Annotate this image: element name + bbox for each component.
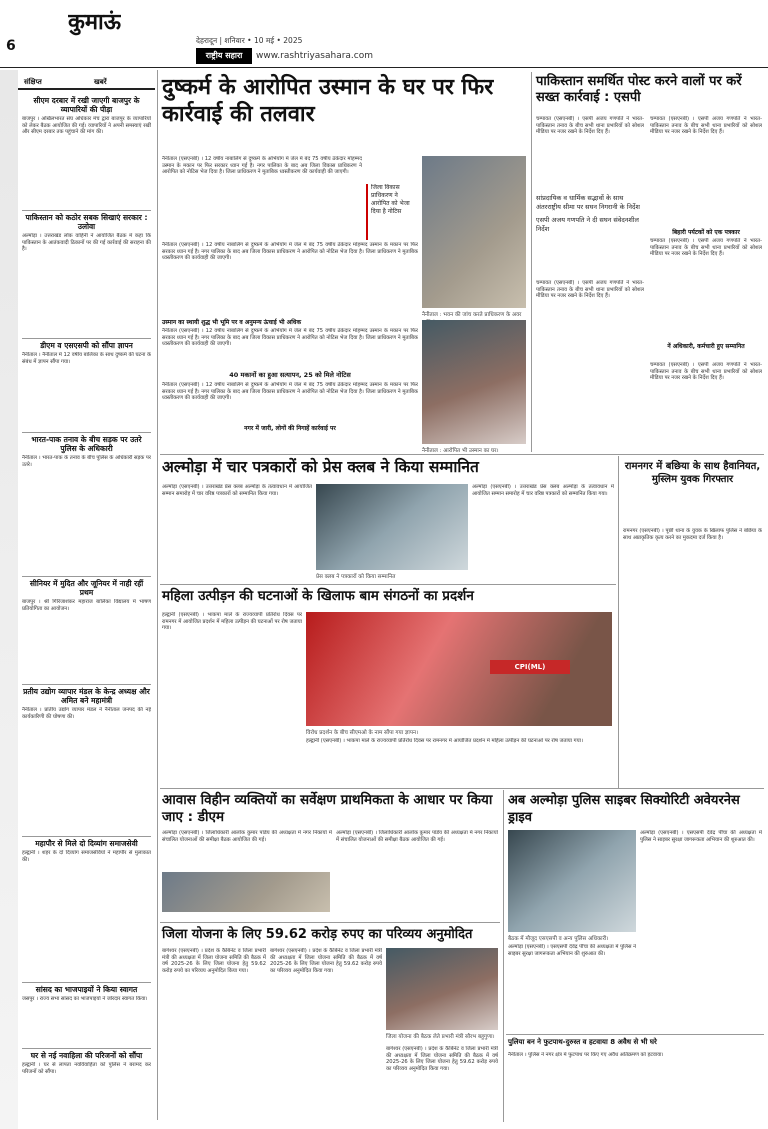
cyber-story: [506, 790, 764, 1122]
pakistan-subhead-1: बिहारी पर्यटकों को एक पत्रकार: [672, 229, 740, 236]
brief-1: [22, 210, 151, 335]
pakistan-text-col2: चम्पावत (एसएनबी) । एसपी अजय गणपति ने भारत-पाकिस्तान तनाव के बीच सभी थाना प्रभारियों को सोशल मीडिया पर नजर रखने के निर्देश दिए हैं।: [536, 280, 644, 300]
section-rule-4: [160, 922, 500, 923]
women-text: हल्द्वानी (एसएनबी) । भाकपा माले के राज्यव्यापी प्रतिरोध दिवस पर रामनगर में आयोजित प्रदर्शन में महिला उत्पीड़न की घटनाओं पर रोष जताया गया।: [162, 612, 302, 632]
brief-text: बाजपुर । श्री गिरिजाशंकर महाराज बालिका विद्यालय में भाषण प्रतियोगिता का आयोजन।: [22, 599, 151, 612]
brief-3: [22, 432, 151, 574]
lead-subhead-3: नगर में जारी, लोगों की निगाहें कार्रवाई पर: [244, 425, 336, 432]
protest-banner: CPI(ML): [490, 660, 570, 674]
district-plan-story: [160, 924, 500, 1124]
lead-text-col3: नैनीताल (एसएनबी) । 12 वर्षीय नाबालिग से दुष्कर्म के अभियोग में जेल में बंद 75 वर्षीय ठेकेदार मोहम्मद उस्मान के मकान पर फिर सरकार ध्यान गई है। नगर पालिका के बाद अब जिला विकास प्राधिकरण ने आरोपित को नोटिस भेज दिया है। जिला प्राधिकरण ने मुताबिक ध्वस्तीकरण की कार्यवाही की जाएगी।: [162, 328, 418, 348]
lead-photo-1-caption: नैनीताल : भवन की जांच करते प्राधिकरण के अवर: [422, 312, 522, 318]
lead-photo-2: [422, 320, 526, 444]
bridge-headline: पुलिया बन ने फुटपाथ-दुरुस्त व हटवाया 8 अवैध से भी घरे: [508, 1038, 657, 1046]
press-club-caption: प्रेस क्लब ने पत्रकारों को किया सम्मानित: [316, 574, 396, 580]
section-rule-1: [160, 454, 764, 455]
brief-text: अल्मोड़ा । उत्तराखंड लोक वाहिनी ने आयोजित बैठक में कहा कि पाकिस्तान के आतंकवादी ठिकानों पर की गई कार्रवाई की सराहना की है।: [22, 233, 151, 253]
sidebar-divider: [157, 70, 158, 1120]
brief-title: सीनियर में मुदित और जूनियर में नाही रहीं प्रथम: [29, 579, 144, 597]
left-margin-bar: [0, 70, 18, 1129]
brief-8: [22, 1048, 151, 1118]
pullquote-text: जिला विकास प्राधिकरण ने आरोपित को भेजा दिया है नोटिस: [371, 184, 410, 215]
brief-text: जसपुर । राज्य सभा सांसद का भाजपाइयों ने जोरदार स्वागत किया।: [22, 996, 148, 1002]
lead-text-col2: नैनीताल (एसएनबी) । 12 वर्षीय नाबालिग से दुष्कर्म के अभियोग में जेल में बंद 75 वर्षीय ठेकेदार मोहम्मद उस्मान के मकान पर फिर सरकार ध्यान गई है। नगर पालिका के बाद अब जिला विकास प्राधिकरण ने आरोपित को नोटिस भेज दिया है। जिला प्राधिकरण ने मुताबिक ध्वस्तीकरण की कार्यवाही की जाएगी।: [162, 242, 418, 262]
lead-text-col1: नैनीताल (एसएनबी) । 12 वर्षीय नाबालिग से दुष्कर्म के अभियोग में जेल में बंद 75 वर्षीय ठेकेदार मोहम्मद उस्मान के मकान पर फिर सरकार ध्यान गई है। नगर पालिका के बाद अब जिला विकास प्राधिकरण ने आरोपित को नोटिस भेज दिया है। जिला प्राधिकरण ने मुताबिक ध्वस्तीकरण की कार्यवाही की जाएगी।: [162, 156, 362, 176]
sidebar-tabs: [18, 76, 155, 90]
plan-caption: जिला योजना की बैठक लेते प्रभारी मंत्री सौरभ बहुगुणा।: [386, 1034, 495, 1040]
cyber-photo: [508, 830, 636, 932]
women-protest-story: [160, 586, 616, 786]
women-headline: महिला उत्पीड़न की घटनाओं के खिलाफ बाम संगठनों का प्रदर्शन: [162, 588, 474, 604]
website-link[interactable]: www.rashtriyasahara.com: [256, 51, 374, 61]
survey-text: अल्मोड़ा (एसएनबी) । जिलाधिकारी आलोक कुमार पांडेय की अध्यक्षता में नगर निकायों में संचालित योजनाओं की समीक्षा बैठक आयोजित की गई।: [162, 830, 332, 843]
women-text-col2: हल्द्वानी (एसएनबी) । भाकपा माले के राज्यव्यापी प्रतिरोध दिवस पर रामनगर में आयोजित प्रदर्शन में महिला उत्पीड़न की घटनाओं पर रोष जताया गया।: [306, 738, 583, 744]
pakistan-text-col5: चम्पावत (एसएनबी) । एसपी अजय गणपति ने भारत-पाकिस्तान तनाव के बीच सभी थाना प्रभारियों को सोशल मीडिया पर नजर रखने के निर्देश दिए हैं।: [650, 362, 762, 382]
press-club-headline: अल्मोड़ा में चार पत्रकारों को प्रेस क्लब ने किया सम्मानित: [162, 458, 479, 476]
press-club-story: [160, 456, 616, 582]
brief-title: घर से नई नवाहिला की परिजनों को सौंपा: [30, 1051, 143, 1060]
survey-headline: आवास विहीन व्यक्तियों का सर्वेक्षण प्राथमिकता के आधार पर किया जाए : डीएम: [162, 792, 493, 825]
press-club-photo: [316, 484, 468, 570]
cyber-headline: अब अल्मोड़ा पुलिस साइबर सिक्योरिटी अवेयरनेस ड्राइव: [508, 793, 740, 825]
survey-text-col2: अल्मोड़ा (एसएनबी) । जिलाधिकारी आलोक कुमार पांडेय की अध्यक्षता में नगर निकायों में संचालित योजनाओं की समीक्षा बैठक आयोजित की गई।: [336, 830, 498, 843]
section-rule-3: [160, 788, 764, 789]
paper-logo: राष्ट्रीय सहारा: [196, 48, 252, 64]
ramnagar-headline: रामनगर में बछिया के साथ हैवानियत, मुस्लिम युवक गिरफ्तार: [624, 461, 761, 485]
survey-photo: [162, 872, 330, 912]
pakistan-text-col3: चम्पावत (एसएनबी) । एसपी अजय गणपति ने भारत-पाकिस्तान तनाव के बीच सभी थाना प्रभारियों को सोशल मीडिया पर नजर रखने के निर्देश दिए हैं।: [650, 116, 762, 136]
brief-text: नैनीताल । भारत-पाक के तनाव के बीच पुलिस के अधिकारी सड़क पर उतरे।: [22, 455, 151, 468]
lead-story: [160, 72, 528, 454]
brief-text: हल्द्वानी । घर से लापता नवविवाहिता को पुलिस ने बरामद कर परिजनों को सौंपा।: [22, 1062, 151, 1075]
survey-divider: [503, 790, 504, 1122]
ramnagar-story: [621, 456, 764, 786]
section-rule-2: [160, 584, 616, 585]
women-caption: विरोध प्रदर्शन के बीच सीएमओ के नाम सौंपा गया ज्ञापन।: [306, 730, 419, 736]
brief-title: डीएम व एसएसपी को सौंपा ज्ञापन: [40, 341, 133, 350]
lead-text-col4: नैनीताल (एसएनबी) । 12 वर्षीय नाबालिग से दुष्कर्म के अभियोग में जेल में बंद 75 वर्षीय ठेकेदार मोहम्मद उस्मान के मकान पर फिर सरकार ध्यान गई है। नगर पालिका के बाद अब जिला विकास प्राधिकरण ने आरोपित को नोटिस भेज दिया है। जिला प्राधिकरण ने मुताबिक ध्वस्तीकरण की कार्यवाही की जाएगी।: [162, 382, 418, 402]
plan-photo: [386, 948, 498, 1030]
pakistan-pullquote: [536, 194, 644, 274]
lead-divider: [531, 72, 532, 452]
brief-text: बाजपुर । अखिलभारत संघ अधिकार मंच द्वारा बाजपुर के व्यापारियों को लेकर बैठक आयोजित की गई। व्यापारियों ने अपनी समस्याएं रखीं और सीएम दरबार तक पहुंचाने की मांग की।: [22, 116, 151, 136]
sidebar-tab-left: संक्षिप्त: [24, 78, 42, 86]
lead-subhead-1: उस्मान का स्थायी शुद्ध भी भूमि पर व अनुमन्य ऊंचाई भी अधिक: [162, 319, 302, 326]
bridge-rule: [506, 1034, 764, 1035]
lead-photo-1: [422, 156, 526, 308]
plan-text-col2: बागेश्वर (एसएनबी) । प्रदेश के कैबिनेट व जिला प्रभारी मंत्री की अध्यक्षता में जिला योजना समिति की बैठक में वर्ष 2025-26 के लिए जिला योजना हेतु 59.62 करोड़ रुपये का परिव्यय अनुमोदित किया गया।: [270, 948, 382, 974]
brief-5: [22, 684, 151, 834]
plan-text-col3: बागेश्वर (एसएनबी) । प्रदेश के कैबिनेट व जिला प्रभारी मंत्री की अध्यक्षता में जिला योजना समिति की बैठक में वर्ष 2025-26 के लिए जिला योजना हेतु 59.62 करोड़ रुपये का परिव्यय अनुमोदित किया गया।: [386, 1046, 498, 1072]
bridge-text: नैनीताल । पुलिस ने नगर क्षेत्र में फुटपाथ पर किए गए अवैध अतिक्रमण को हटवाया।: [508, 1052, 664, 1058]
brief-title: सांसद का भाजपाइयों ने किया स्वागत: [35, 985, 138, 994]
survey-story: [160, 790, 500, 920]
brief-text: हल्द्वानी । शहर के दो दिव्यांग समाजसेवियों ने महापौर से मुलाकात की।: [22, 850, 151, 863]
ramnagar-divider: [618, 456, 619, 788]
brief-title: प्रतीय उद्योग व्यापार मंडल के केन्द्र अध्यक्ष और अमित बने महामंत्री: [23, 687, 150, 705]
brief-news-sidebar: [18, 70, 155, 1120]
page-header: [0, 0, 768, 70]
brief-title: सीएम दरबार में रखी जाएगी बाजपुर के व्यापारियों की पीड़ा: [33, 96, 140, 114]
place-date: देहरादून | शनिवार • 10 मई • 2025: [196, 36, 303, 45]
pullquote-1: सांप्रदायिक व धार्मिक सद्भावों के साथ अंतरराष्ट्रीय सीमा पर सघन निगरानी के निर्देश: [536, 194, 640, 211]
sidebar-tab-right: खबरें: [94, 78, 107, 86]
lead-photo-2-caption: नैनीताल : आरोपित भी उस्मान का घर।: [422, 448, 499, 454]
pakistan-story: [534, 72, 764, 454]
pakistan-headline: पाकिस्तान समर्थित पोस्ट करने वालों पर करें सख्त कार्रवाई : एसपी: [536, 74, 742, 105]
lead-pullquote: [366, 184, 418, 240]
brief-6: [22, 836, 151, 980]
lead-subhead-2: 40 मकानों का हुआ सत्यापन, 25 को मिले नोटिस: [229, 371, 351, 379]
cyber-text-col2: अल्मोड़ा (एसएनबी) । एसएसपी देवेंद्र पींचा की अध्यक्षता में पुलिस ने साइबर सुरक्षा जागरूकता अभियान की शुरुआत की।: [508, 944, 636, 957]
pakistan-subhead-2: नें अधिकारी, कर्मचारी हुए सम्मानित: [667, 343, 745, 350]
header-rule: [0, 67, 768, 68]
brief-title: भारत-पाक तनाव के बीच सड़क पर उतरे पुलिस के अधिकारी: [31, 435, 142, 453]
brief-7: [22, 982, 151, 1046]
pakistan-text-col4: चम्पावत (एसएनबी) । एसपी अजय गणपति ने भारत-पाकिस्तान तनाव के बीच सभी थाना प्रभारियों को सोशल मीडिया पर नजर रखने के निर्देश दिए हैं।: [650, 238, 762, 258]
ramnagar-text: रामनगर (एसएनबी) । पूछी थाना के युवक के खिलाफ पुलिस ने बछिया के साथ अप्राकृतिक कृत्य करने का मुकदमा दर्ज किया है।: [623, 528, 762, 541]
cyber-text: अल्मोड़ा (एसएनबी) । एसएसपी देवेंद्र पींचा की अध्यक्षता में पुलिस ने साइबर सुरक्षा जागरूकता अभियान की शुरुआत की।: [640, 830, 762, 843]
page-number: 6: [6, 38, 16, 54]
brief-title: महापौर से मिले दो दिव्यांग समाजसेवी: [35, 839, 138, 848]
pakistan-text: चम्पावत (एसएनबी) । एसपी अजय गणपति ने भारत-पाकिस्तान तनाव के बीच सभी थाना प्रभारियों को सोशल मीडिया पर नजर रखने के निर्देश दिए हैं।: [536, 116, 644, 136]
brief-title: पाकिस्तान को कठोर सबक सिखाएं सरकार : उलोवा: [25, 213, 148, 231]
brief-2: [22, 338, 151, 430]
plan-text: बागेश्वर (एसएनबी) । प्रदेश के कैबिनेट व जिला प्रभारी मंत्री की अध्यक्षता में जिला योजना समिति की बैठक में वर्ष 2025-26 के लिए जिला योजना हेतु 59.62 करोड़ रुपये का परिव्यय अनुमोदित किया गया।: [162, 948, 266, 974]
pullquote-2: एसपी अजय गणपति ने दी सघन संवेदनशील निर्देश: [536, 216, 639, 233]
press-club-text-col2: अल्मोड़ा (एसएनबी) । उत्तराखंड प्रेस क्लब अल्मोड़ा के तत्वावधान में आयोजित सम्मान समारोह में चार वरिष्ठ पत्रकारों को सम्मानित किया गया।: [472, 484, 614, 497]
brief-text: नैनीताल । नैनीताल में 12 वर्षीय बालिका के साथ दुष्कर्म की घटना के संबंध में ज्ञापन सौंपा गया।: [22, 352, 151, 365]
brief-text: नैनीताल । प्रांतीय उद्योग व्यापार मंडल ने नैनीताल जनपद की नई कार्यकारिणी की घोषणा की।: [22, 707, 151, 720]
press-club-text: अल्मोड़ा (एसएनबी) । उत्तराखंड प्रेस क्लब अल्मोड़ा के तत्वावधान में आयोजित सम्मान समारोह में चार वरिष्ठ पत्रकारों को सम्मानित किया गया।: [162, 484, 312, 497]
lead-headline: दुष्कर्म के आरोपित उस्मान के घर पर फिर कार्रवाई की तलवार: [162, 75, 494, 127]
section-title: कुमाऊं: [68, 10, 122, 35]
brief-0: [22, 96, 151, 208]
cyber-caption: बैठक में मौजूद एसएसपी व अन्य पुलिस अधिकारी।: [508, 936, 609, 942]
plan-headline: जिला योजना के लिए 59.62 करोड़ रुपए का परिव्यय अनुमोदित: [162, 927, 473, 942]
brief-4: [22, 576, 151, 682]
